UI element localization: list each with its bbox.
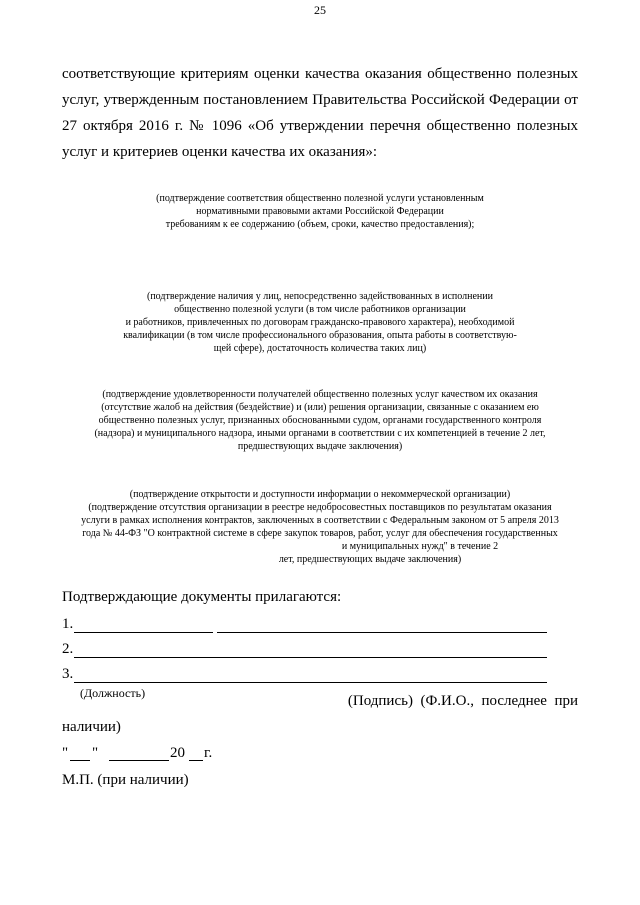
note-line: щей сфере), достаточность количества таких лиц)	[213, 343, 427, 354]
note-line: (подтверждение открытости и доступности информации о некоммерческой организации)	[129, 489, 511, 500]
note-line: и работников, привлеченных по договорам гражданско-правового характера), необходимой	[125, 317, 515, 328]
signature-label-continued: наличии)	[62, 719, 121, 735]
note-line: требованиям к ее содержанию (объем, сроки, качество предоставления);	[165, 219, 475, 230]
note-line: лет, предшествующих выдаче заключения)	[278, 554, 462, 565]
document-line-3	[62, 666, 73, 683]
date-year-blank[interactable]	[189, 760, 203, 761]
note-line: предшествующих выдаче заключения)	[237, 441, 403, 452]
note-line: (отсутствие жалоб на действия (бездействие) и (или) решения организации, связанные с оказанием ею	[101, 402, 539, 413]
date-day-blank[interactable]	[70, 760, 90, 761]
document-blank-2[interactable]	[74, 657, 547, 658]
document-blank-3[interactable]	[74, 682, 547, 683]
note-line: и муниципальных нужд" в течение 2	[341, 541, 499, 552]
note-line: услуги в рамках исполнения контрактов, заключенных в соответствии с Федеральным законом от 5 апреля 2013	[81, 515, 559, 526]
intro-line: услуг, утвержденным постановлением Правительства Российской Федерации от	[62, 92, 578, 108]
document-blank-1a[interactable]	[74, 632, 213, 633]
note-line: общественно полезной услуги (в том числе работников организации	[174, 304, 466, 315]
note-openness-and-registry	[0, 488, 640, 566]
document-line-2	[62, 641, 73, 658]
note-service-compliance	[0, 192, 640, 231]
date-quote-close: "	[92, 745, 99, 761]
intro-line: услуг и критериев оценки качества их оказания»:	[62, 144, 378, 160]
date-month-blank[interactable]	[109, 760, 169, 761]
list-number: 2.	[62, 641, 74, 657]
stamp-label: М.П. (при наличии)	[62, 772, 189, 788]
note-staff-qualification	[0, 290, 640, 355]
note-line: (подтверждение соответствия общественно полезной услуги установленным	[156, 193, 484, 204]
note-recipient-satisfaction	[0, 388, 640, 453]
list-number: 3.	[62, 666, 74, 682]
list-number: 1.	[62, 616, 74, 632]
date-year-prefix: 20	[170, 745, 185, 761]
documents-heading: Подтверждающие документы прилагаются:	[62, 589, 342, 605]
document-blank-1b[interactable]	[217, 632, 547, 633]
intro-line: 27 октября 2016 г. № 1096 «Об утверждении перечня общественно полезных	[62, 118, 578, 134]
note-line: (подтверждение отсутствия организации в реестре недобросовестных поставщиков по результатам оказания	[88, 502, 552, 513]
intro-line: соответствующие критериям оценки качества оказания общественно полезных	[62, 66, 578, 82]
note-line: (подтверждение удовлетворенности получателей общественно полезных услуг качеством их оказания	[102, 389, 538, 400]
intro-paragraph	[62, 61, 578, 165]
page-number: 25	[314, 3, 326, 17]
note-line: нормативными правовыми актами Российской Федерации	[196, 206, 444, 217]
signature-label: (Подпись) (Ф.И.О., последнее при	[347, 693, 578, 709]
note-line: (надзора) и муниципального надзора, иными органами в соответствии с их компетенцией в течение 2 лет,	[94, 428, 546, 439]
note-line: общественно полезных услуг, признанных обоснованными судом, органами государственного контроля	[98, 415, 542, 426]
note-line: (подтверждение наличия у лиц, непосредственно задействованных в исполнении	[146, 291, 493, 302]
date-year-suffix: г.	[204, 745, 213, 761]
note-line: квалификации (в том числе профессионального образования, опыта работы в соответствую-	[123, 330, 517, 341]
note-line: года № 44-ФЗ "О контрактной системе в сфере закупок товаров, работ, услуг для обеспечения государственных	[82, 528, 558, 539]
date-field	[62, 745, 222, 763]
document-line-1	[62, 616, 73, 633]
date-quote-open: "	[62, 745, 69, 761]
position-label: (Должность)	[80, 686, 146, 700]
